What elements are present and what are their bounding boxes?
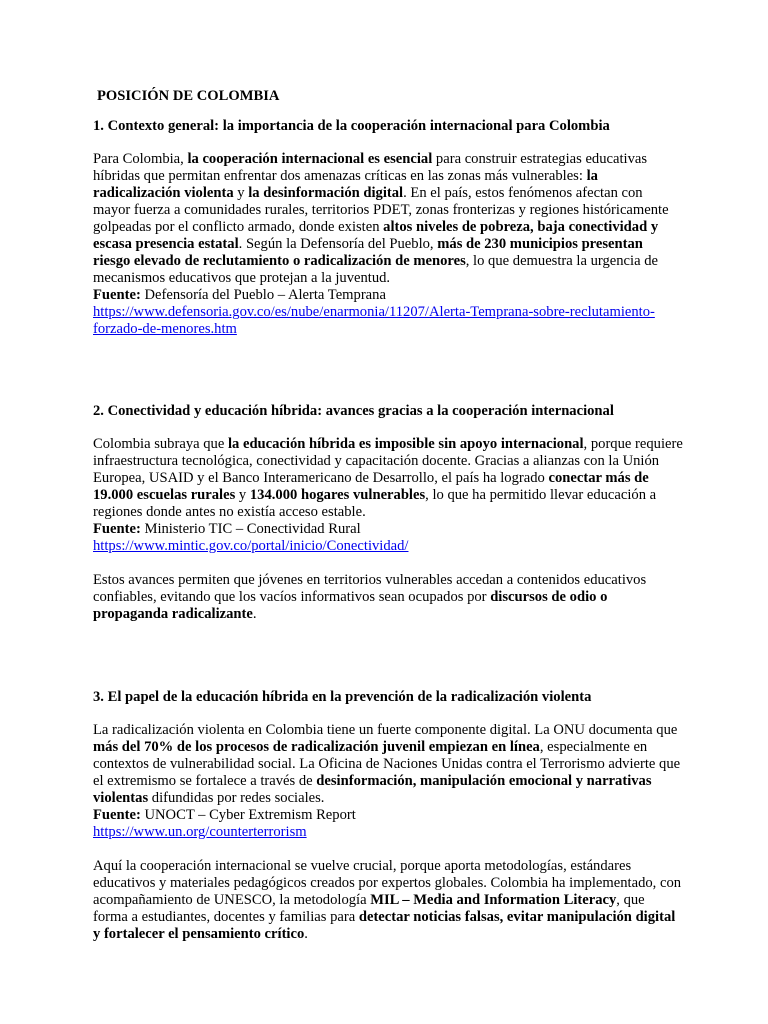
text-run: , lo que demuestra la urgencia de mecanismos educativos que protejan a la juventud.	[93, 253, 658, 286]
section-2-paragraph	[93, 436, 683, 521]
bold-text-run: desinformación, manipulación emocional y narrativas violentas	[93, 773, 652, 806]
bold-text-run: más del 70% de los procesos de radicalización juvenil empiezan en línea	[93, 739, 540, 755]
section-1-paragraph	[93, 151, 683, 287]
bold-text-run: la cooperación internacional es esencial	[187, 151, 433, 167]
section-1-source-text: Defensoría del Pueblo – Alerta Temprana	[140, 287, 386, 303]
text-run: La radicalización violenta en Colombia tiene un fuerte componente digital. La ONU documenta que	[93, 722, 678, 738]
section-2-paragraph-2	[93, 572, 683, 623]
text-run: . Según la Defensoría del Pueblo,	[238, 236, 438, 252]
section-3-source-text: UNOCT – Cyber Extremism Report	[140, 807, 356, 823]
section-2-source-label: Fuente:	[93, 521, 141, 537]
section-2-source-text: Ministerio TIC – Conectividad Rural	[140, 521, 361, 537]
bold-text-run: discursos de odio o propaganda radicalizante	[93, 589, 608, 622]
text-run: Estos avances permiten que jóvenes en territorios vulnerables accedan a contenidos educativos confiables, evitando que los vacíos informativos sean ocupados por	[93, 572, 647, 605]
text-run: para construir estrategias educativas híbridas que permitan enfrentar dos amenazas críticas en las zonas más vulnerables:	[93, 151, 648, 184]
text-run: .	[304, 926, 308, 942]
bold-text-run: altos niveles de pobreza, baja conectividad y escasa presencia estatal	[93, 219, 659, 252]
bold-text-run: conectar más de 19.000 escuelas rurales	[93, 470, 649, 503]
bold-text-run: la radicalización violenta	[93, 168, 598, 201]
section-1-source	[93, 287, 683, 304]
document-title: POSICIÓN DE COLOMBIA	[97, 88, 280, 104]
section-2-source	[93, 521, 683, 538]
section-2-heading: 2. Conectividad y educación híbrida: avances gracias a la cooperación internacional	[93, 403, 614, 419]
bold-text-run: detectar noticias falsas, evitar manipulación digital y fortalecer el pensamiento crítico	[93, 909, 676, 942]
text-run: , que forma a estudiantes, docentes y familias para	[93, 892, 645, 925]
text-run: .	[252, 606, 257, 622]
section-3-heading: 3. El papel de la educación híbrida en la prevención de la radicalización violenta	[93, 689, 592, 705]
section-1-source-label: Fuente:	[93, 287, 141, 303]
section-1-heading: 1. Contexto general: la importancia de la cooperación internacional para Colombia	[93, 118, 610, 134]
section-1-source-link[interactable]: https://www.defensoria.gov.co/es/nube/enarmonia/11207/Alerta-Temprana-sobre-reclutamiento-forzado-de-menores.htm	[93, 304, 655, 337]
bold-text-run: 134.000 hogares vulnerables	[249, 487, 426, 503]
bold-text-run: más de 230 municipios presentan riesgo elevado de reclutamiento o radicalización de menores	[93, 236, 643, 269]
section-3-paragraph	[93, 722, 683, 807]
text-run: difundidas por redes sociales.	[148, 790, 325, 806]
text-run: y	[235, 487, 250, 503]
text-run: . En el país, estos fenómenos afectan con mayor fuerza a comunidades rurales, territorios PDET, zonas fronterizas y regiones históricamente golpeadas por el conflicto armado, donde existen	[93, 185, 669, 235]
document-page	[93, 88, 683, 943]
text-run: Colombia subraya que	[93, 436, 228, 452]
text-run: , porque requiere infraestructura tecnológica, conectividad y capacitación docente. Gracias a alianzas con la Unión Europea, USAID y el Banco Interamericano de Desarrollo, el país ha logrado	[93, 436, 683, 486]
section-3-paragraph-2	[93, 858, 683, 943]
section-3-source-link[interactable]: https://www.un.org/counterterrorism	[93, 824, 307, 840]
section-3-source	[93, 807, 683, 824]
text-run: , especialmente en contextos de vulnerabilidad social. La Oficina de Naciones Unidas contra el Terrorismo advierte que el extremismo se fortalece a través de	[93, 739, 681, 789]
bold-text-run: MIL – Media and Information Literacy	[370, 892, 617, 908]
bold-text-run: la desinformación digital	[248, 185, 404, 201]
section-2-source-link[interactable]: https://www.mintic.gov.co/portal/inicio/Conectividad/	[93, 538, 409, 554]
section-3-source-label: Fuente:	[93, 807, 141, 823]
text-run: Aquí la cooperación internacional se vuelve crucial, porque aporta metodologías, estándares educativos y materiales pedagógicos creados por expertos globales. Colombia ha implementado, con acompañamiento de UNESCO, la metodología	[93, 858, 682, 908]
bold-text-run: la educación híbrida es imposible sin apoyo internacional	[227, 436, 584, 452]
text-run: Para Colombia,	[93, 151, 188, 167]
text-run: y	[233, 185, 249, 201]
text-run: , lo que ha permitido llevar educación a regiones donde antes no existía acceso estable.	[93, 487, 657, 520]
